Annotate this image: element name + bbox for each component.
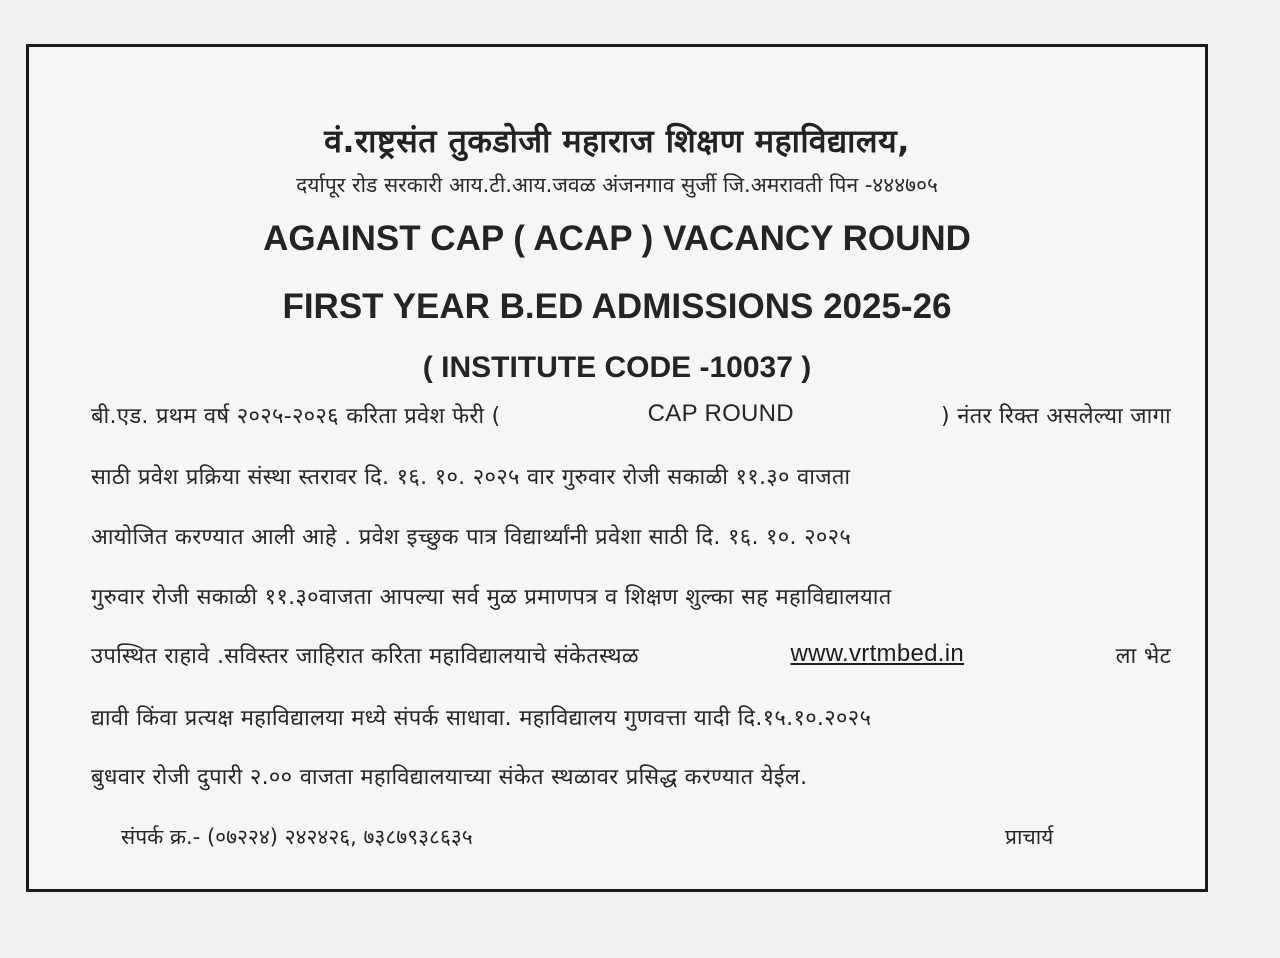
website-link[interactable]: www.vrtmbed.in — [790, 640, 965, 667]
college-address: दर्यापूर रोड सरकारी आय.टी.आय.जवळ अंजनगाव सुर्जी जि.अमरावती पिन -४४४७०५ — [296, 173, 938, 197]
body-line-5-part-b: ला भेट — [1115, 644, 1171, 669]
body-line-5-part-a: उपस्थित राहावे .सविस्तर जाहिरात करिता महाविद्यालयाचे संकेतस्थळ — [91, 644, 639, 669]
notice-heading-institute-code: ( INSTITUTE CODE -10037 ) — [422, 351, 812, 384]
principal-signatory: प्राचार्य — [1005, 825, 1054, 849]
body-line-5 — [91, 640, 1171, 670]
body-line-2: साठी प्रवेश प्रक्रिया संस्था स्तरावर दि. १६. १०. २०२५ वार गुरुवार रोजी सकाळी ११.३० वाजता — [91, 465, 851, 490]
body-line-1 — [91, 400, 1171, 430]
notice-heading-admissions: FIRST YEAR B.ED ADMISSIONS 2025-26 — [282, 287, 952, 326]
body-line-7: बुधवार रोजी दुपारी २.०० वाजता महाविद्यालयाच्या संकेत स्थळावर प्रसिद्ध करण्यात येईल. — [91, 765, 808, 790]
contact-numbers: संपर्क क्र.- (०७२२४) २४२४२६, ७३८७९३८६३५ — [121, 825, 473, 849]
body-line-1-part-c: ) नंतर रिक्त असलेल्या जागा — [941, 404, 1171, 429]
notice-heading-round: AGAINST CAP ( ACAP ) VACANCY ROUND — [263, 219, 971, 258]
body-line-6: द्यावी किंवा प्रत्यक्ष महाविद्यालया मध्ये संपर्क साधावा. महाविद्यालय गुणवत्ता यादी दि.१५.१०.२०२५ — [91, 706, 872, 731]
body-line-1-cap-round: CAP ROUND — [647, 400, 794, 427]
body-line-3: आयोजित करण्यात आली आहे . प्रवेश इच्छुक पात्र विद्यार्थ्यांनी प्रवेशा साठी दि. १६. १०. २०२५ — [91, 525, 852, 550]
body-line-4: गुरुवार रोजी सकाळी ११.३०वाजता आपल्या सर्व मुळ प्रमाणपत्र व शिक्षण शुल्का सह महाविद्यालयात — [91, 585, 892, 610]
body-line-1-part-a: बी.एड. प्रथम वर्ष २०२५-२०२६ करिता प्रवेश फेरी ( — [91, 404, 501, 429]
college-name: वं.राष्ट्रसंत तुकडोजी महाराज शिक्षण महाविद्यालय, — [324, 122, 910, 160]
notice-box — [26, 44, 1208, 892]
